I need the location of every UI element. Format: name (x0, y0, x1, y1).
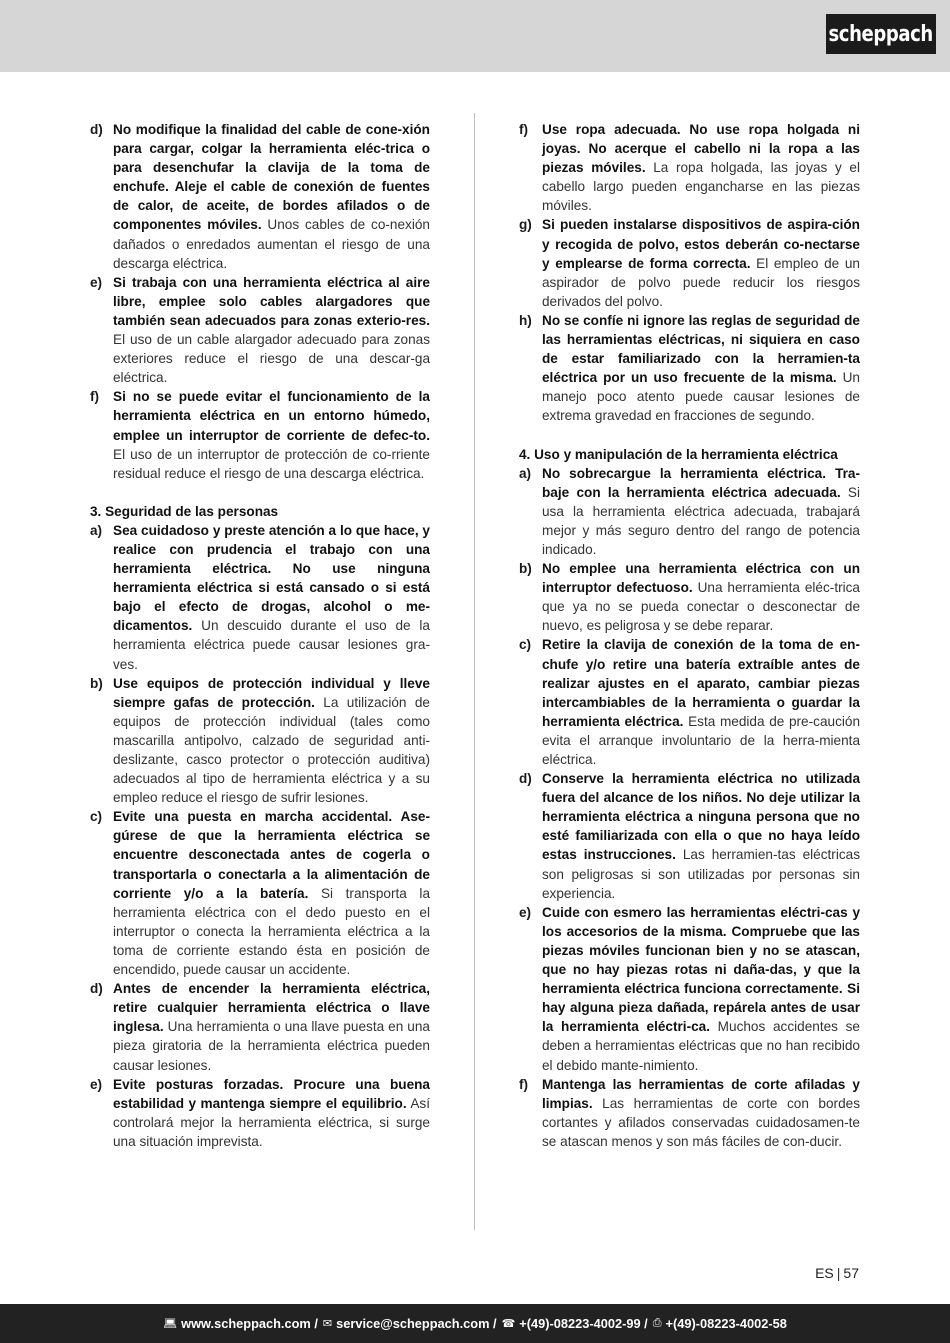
scheppach-logo (826, 14, 936, 54)
list-item (519, 559, 860, 635)
list-item (519, 120, 860, 215)
item-body-text: Si transporta la herramienta eléctrica con el dedo puesto en el interruptor o conecta la herramienta eléctrica a la toma de corriente estando ésta en posición de encendido, puede causar un accidente. (113, 885, 431, 978)
section-heading: 3. Seguridad de las personas (90, 503, 279, 519)
item-letter: a) (90, 522, 103, 538)
item-letter: e) (90, 274, 103, 290)
list-item (90, 120, 430, 273)
list-item (90, 1075, 430, 1151)
list-item (90, 273, 430, 388)
list-item (519, 635, 860, 769)
item-letter: f) (90, 389, 100, 405)
item-body-text: Así controlará mejor la herramienta eléctrica, si surge una situación imprevista. (113, 1095, 430, 1149)
list-item (90, 979, 430, 1074)
item-bold-text: Si trabaja con una herramienta eléctrica al aire libre, emplee solo cables alargadores que también sean adecuados para zonas exterio-res. (113, 274, 430, 328)
item-body-text: Muchos accidentes se deben a herramientas eléctricas que no han recibido el debido mante-nimiento. (542, 1019, 860, 1073)
item-body-text: El empleo de un aspirador de polvo puede reducir los riesgos derivados del polvo. (542, 255, 860, 309)
envelope-icon: ✉︎ (322, 1318, 333, 1330)
list-item (90, 387, 430, 482)
page-number-value: 57 (843, 1265, 859, 1281)
item-body-text: Un manejo poco atento puede causar lesiones de extrema gravedad en fracciones de segundo. (542, 370, 860, 424)
right-column (519, 120, 860, 1151)
list-item (90, 807, 430, 979)
item-body-text: Un descuido durante el uso de la herramienta eléctrica puede causar lesiones gra-ves. (113, 618, 430, 672)
item-bold-text: Si no se puede evitar el funcionamiento de la herramienta eléctrica en un entorno húmedo, emplee un interruptor de corriente de defec-to. (113, 389, 430, 443)
item-body-text: El uso de un interruptor de protección de co-rriente residual reduce el riesgo de una descarga eléctrica. (113, 446, 430, 481)
list-item (519, 464, 860, 559)
item-body-text: La ropa holgada, las joyas y el cabello largo pueden engancharse en las piezas móviles. (542, 160, 860, 214)
item-bold-text: Evite posturas forzadas. Procure una buena estabilidad y mantenga siempre el equilibrio. (113, 1076, 430, 1111)
item-letter: c) (90, 809, 103, 825)
item-letter: a) (519, 465, 532, 481)
laptop-icon: 💻︎ (163, 1318, 178, 1330)
item-letter: d) (519, 771, 532, 787)
item-body-text: Si usa la herramienta eléctrica adecuada, trabajará mejor y más seguro dentro del rango de potencia indicado. (542, 484, 860, 557)
item-letter: f) (519, 1076, 529, 1092)
item-bold-text: No emplee una herramienta eléctrica con un interruptor defectuoso. (542, 561, 860, 596)
header-band (0, 0, 950, 72)
item-body-text: La utilización de equipos de protección individual (tales como mascarilla antipolvo, calzado de seguridad anti-deslizante, casco protector o protección auditiva) adecuados al tipo de herramienta eléctrica y a su empleo reduce el riesgo de sufrir lesiones. (113, 694, 430, 806)
item-letter: e) (519, 904, 532, 920)
item-body-text: Las herramientas de corte con bordes cortantes y afilados conservadas cuidadosamen-te se atascan menos y son más fáciles de con-ducir. (542, 1095, 860, 1149)
item-letter: f) (519, 122, 529, 137)
column-divider (474, 113, 475, 1230)
item-letter: b) (519, 561, 532, 577)
left-column (90, 120, 430, 1151)
list-item (519, 215, 860, 310)
item-bold-text: Use ropa adecuada. No use ropa holgada ni joyas. No acerque el cabello ni la ropa a las piezas móviles. (542, 122, 860, 176)
page-separator: | (836, 1265, 841, 1281)
item-bold-text: Use equipos de protección individual y lleve siempre gafas de protección. (113, 675, 430, 710)
footer-fax: +(49)-08223-4002-58 (665, 1316, 787, 1331)
item-letter: d) (90, 981, 103, 997)
list-item (90, 674, 430, 808)
item-letter: b) (90, 675, 103, 691)
footer-contact-bar (0, 1304, 950, 1343)
list-item (90, 521, 430, 674)
item-letter: e) (90, 1076, 103, 1092)
list-item (519, 311, 860, 426)
fax-icon: ⎙ (652, 1317, 662, 1329)
list-item (519, 1075, 860, 1151)
page-number (815, 1265, 859, 1281)
section-heading: 4. Uso y manipulación de la herramienta eléctrica (519, 446, 838, 462)
item-bold-text: No modifique la finalidad del cable de cone-xión para cargar, colgar la herramienta eléc-trica o para desenchufar la clavija de la toma de enchufe. Aleje el cable de conexión de fuentes de calor, de aceite, de bordes afilados o de componentes móviles. (113, 122, 430, 233)
item-body-text: Las herramien-tas eléctricas son peligrosas si son utilizadas por personas sin experiencia. (542, 847, 860, 901)
footer-email[interactable]: service@scheppach.com / (336, 1316, 497, 1331)
telephone-icon: ☎︎ (501, 1318, 516, 1330)
footer-phone: +(49)-08223-4002-99 / (519, 1316, 648, 1331)
item-bold-text: Si pueden instalarse dispositivos de aspira-ción y recogida de polvo, estos deberán co-nectarse y emplearse de forma correcta. (542, 217, 860, 271)
item-bold-text: Evite una puesta en marcha accidental. Ase-gúrese de que la herramienta eléctrica se encuentre desconectada antes de cogerla o transportarla o conectarla a la alimentación de corriente y/o a la batería. (113, 809, 430, 901)
item-bold-text: Mantenga las herramientas de corte afiladas y limpias. (542, 1076, 860, 1111)
item-letter: c) (519, 637, 532, 653)
footer-website[interactable]: www.scheppach.com / (181, 1316, 318, 1331)
item-bold-text: Conserve la herramienta eléctrica no utilizada fuera del alcance de los niños. No deje utilizar la herramienta eléctrica a ninguna persona que no esté familiarizada con ella o que no haya leído estas instrucciones. (542, 771, 860, 863)
item-bold-text: Retire la clavija de conexión de la toma de en-chufe y/o retire una batería extraíble antes de realizar ajustes en el aparato, cambiar piezas intercambiables de la herramienta o guardar la herramienta eléctrica. (542, 637, 860, 729)
language-code: ES (815, 1265, 834, 1281)
item-letter: h) (519, 312, 532, 328)
item-bold-text: Sea cuidadoso y preste atención a lo que hace, y realice con prudencia el trabajo con una herramienta eléctrica. No use ninguna herramienta eléctrica si está cansado o si está bajo el efecto de drogas, alcohol o me-dicamentos. (113, 522, 430, 634)
logo-text: scheppach (828, 21, 934, 47)
item-letter: d) (90, 122, 103, 137)
item-bold-text: Antes de encender la herramienta eléctrica, retire cualquier herramienta eléctrica o llave inglesa. (113, 981, 430, 1035)
item-body-text: Una herramienta o una llave puesta en una pieza giratoria de la herramienta eléctrica pueden causar lesiones. (113, 1019, 430, 1073)
item-letter: g) (519, 217, 532, 233)
item-bold-text: No se confíe ni ignore las reglas de seguridad de las herramientas eléctricas, ni siquiera en caso de estar familiarizado con la herramien-ta eléctrica por un uso frecuente de la misma. (542, 312, 860, 386)
item-body-text: Unos cables de co-nexión dañados o enredados aumentan el riesgo de una descarga eléctrica. (113, 217, 430, 271)
item-bold-text: No sobrecargue la herramienta eléctrica. Tra-baje con la herramienta eléctrica adecuada. (542, 465, 860, 500)
item-body-text: Una herramienta eléc-trica que ya no se pueda conectar o desconectar de nuevo, es peligrosa y se debe reparar. (542, 580, 860, 634)
item-body-text: El uso de un cable alargador adecuado para zonas exteriores reduce el riesgo de una descar-ga eléctrica. (113, 332, 430, 386)
item-bold-text: Cuide con esmero las herramientas eléctri-cas y los accesorios de la misma. Compruebe que las piezas móviles funcionan bien y no se atascan, que no hay piezas rotas ni daña-das, y que la herramienta eléctrica funciona correctamente. Si hay alguna pieza dañada, repárela antes de usar la herramienta eléctri-ca. (542, 904, 860, 1035)
item-body-text: Esta medida de pre-caución evita el arranque involuntario de la herra-mienta eléctrica. (542, 713, 861, 767)
list-item (519, 903, 860, 1075)
list-item (519, 769, 860, 903)
